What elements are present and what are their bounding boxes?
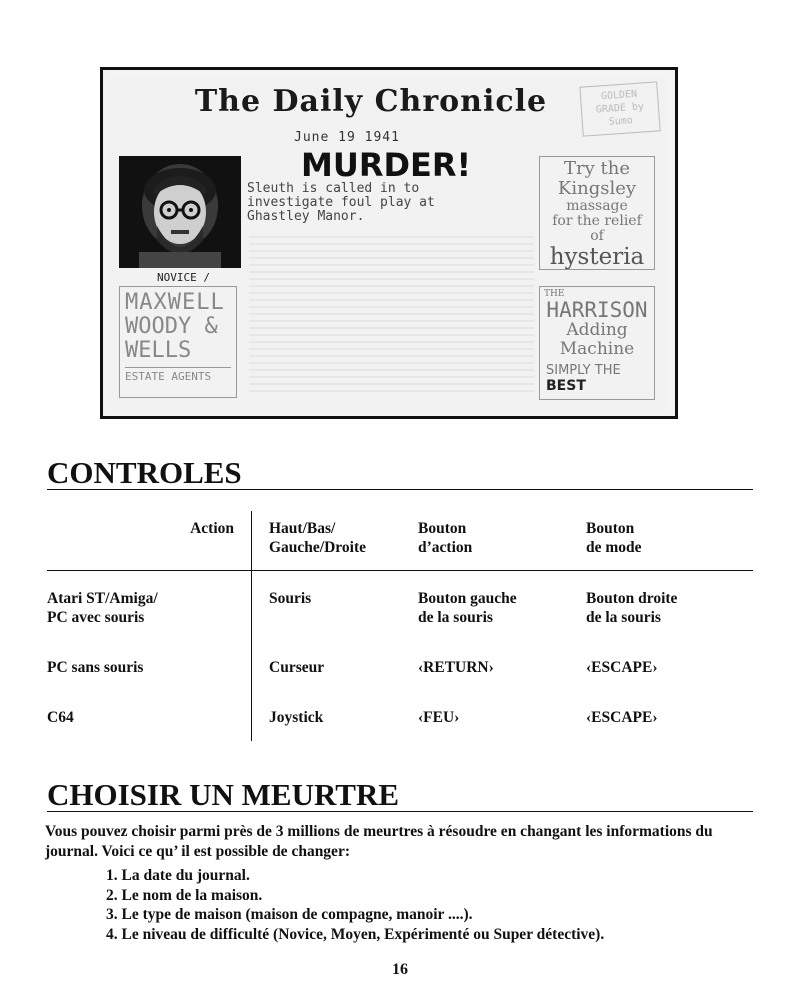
table-header-action: Action xyxy=(190,520,234,537)
ad-line: MAXWELL xyxy=(125,290,225,315)
list-item: 3. Le type de maison (maison de compagne, manoir ....). xyxy=(106,906,473,923)
ad-line: THE xyxy=(544,289,565,299)
table-cell-mode-button: Bouton droite de la souris xyxy=(586,590,678,626)
table-cell-platform: PC sans souris xyxy=(47,659,144,676)
newspaper-lead: Sleuth is called in to investigate foul play at Ghastley Manor. xyxy=(247,181,435,224)
detective-portrait xyxy=(119,156,241,268)
list-item: 2. Le nom de la maison. xyxy=(106,886,263,904)
table-cell-action-button: ‹RETURN› xyxy=(418,659,494,676)
list-item: 4. Le niveau de difficulté (Novice, Moyen, Expérimenté ou Super détective). xyxy=(106,925,605,943)
ad-line: SIMPLY xyxy=(546,363,591,378)
table-cell-mode-button: ‹ESCAPE› xyxy=(586,709,658,726)
ad-line: ESTATE AGENTS xyxy=(125,367,231,383)
list-item: 1. La date du journal. xyxy=(106,867,250,884)
table-vertical-divider xyxy=(251,511,252,741)
controls-section-title: CONTROLES xyxy=(47,455,242,490)
table-cell-directions: Curseur xyxy=(269,659,325,676)
kingsley-massage-ad xyxy=(539,156,655,270)
ad-line: Kingsley xyxy=(557,178,637,199)
changeable-options-list xyxy=(106,866,604,944)
ad-line: THE xyxy=(594,363,621,378)
grade-stamp-line: Sumo xyxy=(608,115,634,128)
ad-line: HARRISON xyxy=(546,298,648,322)
table-cell-mode-button: ‹ESCAPE› xyxy=(586,659,658,676)
ad-line: for the relief xyxy=(552,213,642,229)
section-rule xyxy=(47,811,753,812)
page-number: 16 xyxy=(392,961,408,978)
ad-slogan xyxy=(540,363,654,394)
detective-portrait-image xyxy=(119,156,241,268)
table-cell-platform: Atari ST/Amiga/ PC avec souris xyxy=(47,590,158,626)
harrison-adding-machine-ad xyxy=(539,286,655,400)
article-text-texture xyxy=(249,236,534,396)
grade-stamp-line: GOLDEN xyxy=(600,88,638,103)
table-horizontal-divider xyxy=(47,570,753,571)
grade-stamp xyxy=(579,81,660,136)
game-screenshot xyxy=(100,67,678,419)
newspaper-date: June 19 1941 xyxy=(294,130,400,145)
table-cell-directions: Souris xyxy=(269,590,312,607)
newspaper-screen xyxy=(109,76,669,410)
table-cell-action-button: ‹FEU› xyxy=(418,709,460,726)
newspaper-headline: MURDER! xyxy=(301,146,472,184)
table-cell-action-button: Bouton gauche de la souris xyxy=(418,590,517,626)
masthead-text: The Daily Chronicle xyxy=(194,84,548,119)
table-header-mode-button: Bouton de mode xyxy=(586,520,642,556)
murder-intro-paragraph: Vous pouvez choisir parmi près de 3 millions de meurtres à résoudre en changant les informations du journal. Voici ce qu’ il est possible de changer: xyxy=(45,823,713,860)
ad-line: Try the xyxy=(564,158,630,179)
estate-agents-ad xyxy=(119,286,237,398)
ad-line: of xyxy=(590,228,604,244)
ad-line: massage xyxy=(566,198,628,214)
newspaper-masthead xyxy=(161,84,581,119)
ad-line: hysteria xyxy=(549,244,645,270)
ad-line: Machine xyxy=(559,339,635,359)
ad-line: WOODY & xyxy=(125,314,218,339)
grade-stamp-line: GRADE by xyxy=(595,101,645,116)
table-cell-platform: C64 xyxy=(47,709,74,726)
ad-line: Adding xyxy=(566,320,628,340)
table-cell-directions: Joystick xyxy=(269,709,324,726)
table-header-directions: Haut/Bas/ Gauche/Droite xyxy=(269,520,367,556)
section-rule xyxy=(47,489,753,490)
ad-line: BEST xyxy=(546,378,586,394)
ad-line: WELLS xyxy=(125,338,192,363)
murder-section-title: CHOISIR UN MEURTRE xyxy=(47,777,400,812)
difficulty-rank: NOVICE / xyxy=(157,271,210,284)
table-header-action-button: Bouton d’action xyxy=(418,520,473,556)
